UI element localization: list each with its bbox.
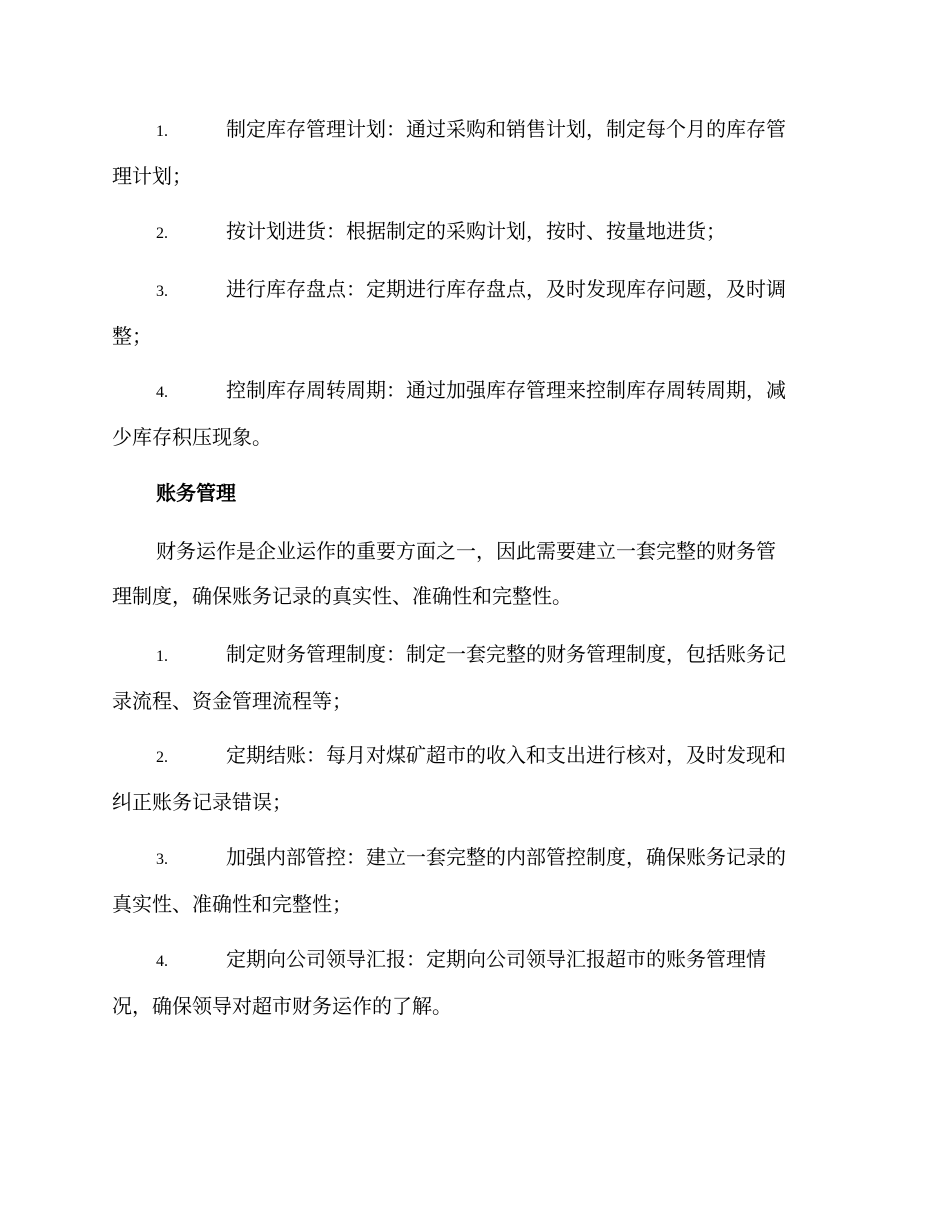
list-item <box>112 835 834 927</box>
list-item-continuation: 理计划； <box>112 164 192 188</box>
list-item-continuation: 整； <box>112 324 152 348</box>
list-item-text: 控制库存周转周期：通过加强库存管理来控制库存周转周期，减 <box>226 378 786 402</box>
section-heading: 账务管理 <box>156 481 236 505</box>
intro-continuation: 理制度，确保账务记录的真实性、准确性和完整性。 <box>112 584 572 608</box>
list-item-first-line <box>112 937 834 984</box>
list-item-first-line <box>112 267 834 314</box>
list-item-first-line <box>112 209 834 256</box>
list-item-continuation: 少库存积压现象。 <box>112 425 272 449</box>
list-item-text: 制定库存管理计划：通过采购和销售计划，制定每个月的库存管 <box>226 117 786 141</box>
list-number: 1. <box>156 648 168 665</box>
list-number: 3. <box>156 851 168 868</box>
list-item-continuation: 况，确保领导对超市财务运作的了解。 <box>112 994 452 1018</box>
list-item-text: 定期向公司领导汇报：定期向公司领导汇报超市的账务管理情 <box>226 947 766 971</box>
list-item-first-line <box>112 107 834 154</box>
list-number: 1. <box>156 123 168 140</box>
list-number: 4. <box>156 953 168 970</box>
list-number: 4. <box>156 384 168 401</box>
list-item-text: 定期结账：每月对煤矿超市的收入和支出进行核对，及时发现和 <box>226 743 786 767</box>
list-item <box>112 209 834 256</box>
list-item-text: 制定财务管理制度：制定一套完整的财务管理制度，包括账务记 <box>226 642 786 666</box>
list-item-text: 加强内部管控：建立一套完整的内部管控制度，确保账务记录的 <box>226 845 786 869</box>
list-item-first-line <box>112 835 834 882</box>
list-item <box>112 267 834 359</box>
list-item-first-line <box>112 368 834 415</box>
list-item <box>112 107 834 199</box>
list-item-continuation: 录流程、资金管理流程等； <box>112 689 352 713</box>
intro-paragraph <box>112 529 834 619</box>
list-item-text: 进行库存盘点：定期进行库存盘点，及时发现库存问题，及时调 <box>226 277 786 301</box>
list-item-continuation: 纠正账务记录错误； <box>112 790 292 814</box>
list-number: 2. <box>156 749 168 766</box>
list-item <box>112 733 834 825</box>
list-item <box>112 368 834 460</box>
list-item-text: 按计划进货：根据制定的采购计划，按时、按量地进货； <box>226 219 726 243</box>
list-item-continuation: 真实性、准确性和完整性； <box>112 892 352 916</box>
list-item <box>112 937 834 1029</box>
list-number: 2. <box>156 225 168 242</box>
list-item-first-line <box>112 632 834 679</box>
intro-first-line: 财务运作是企业运作的重要方面之一，因此需要建立一套完整的财务管 <box>156 539 776 563</box>
list-number: 3. <box>156 283 168 300</box>
list-item <box>112 632 834 724</box>
list-item-first-line <box>112 733 834 780</box>
